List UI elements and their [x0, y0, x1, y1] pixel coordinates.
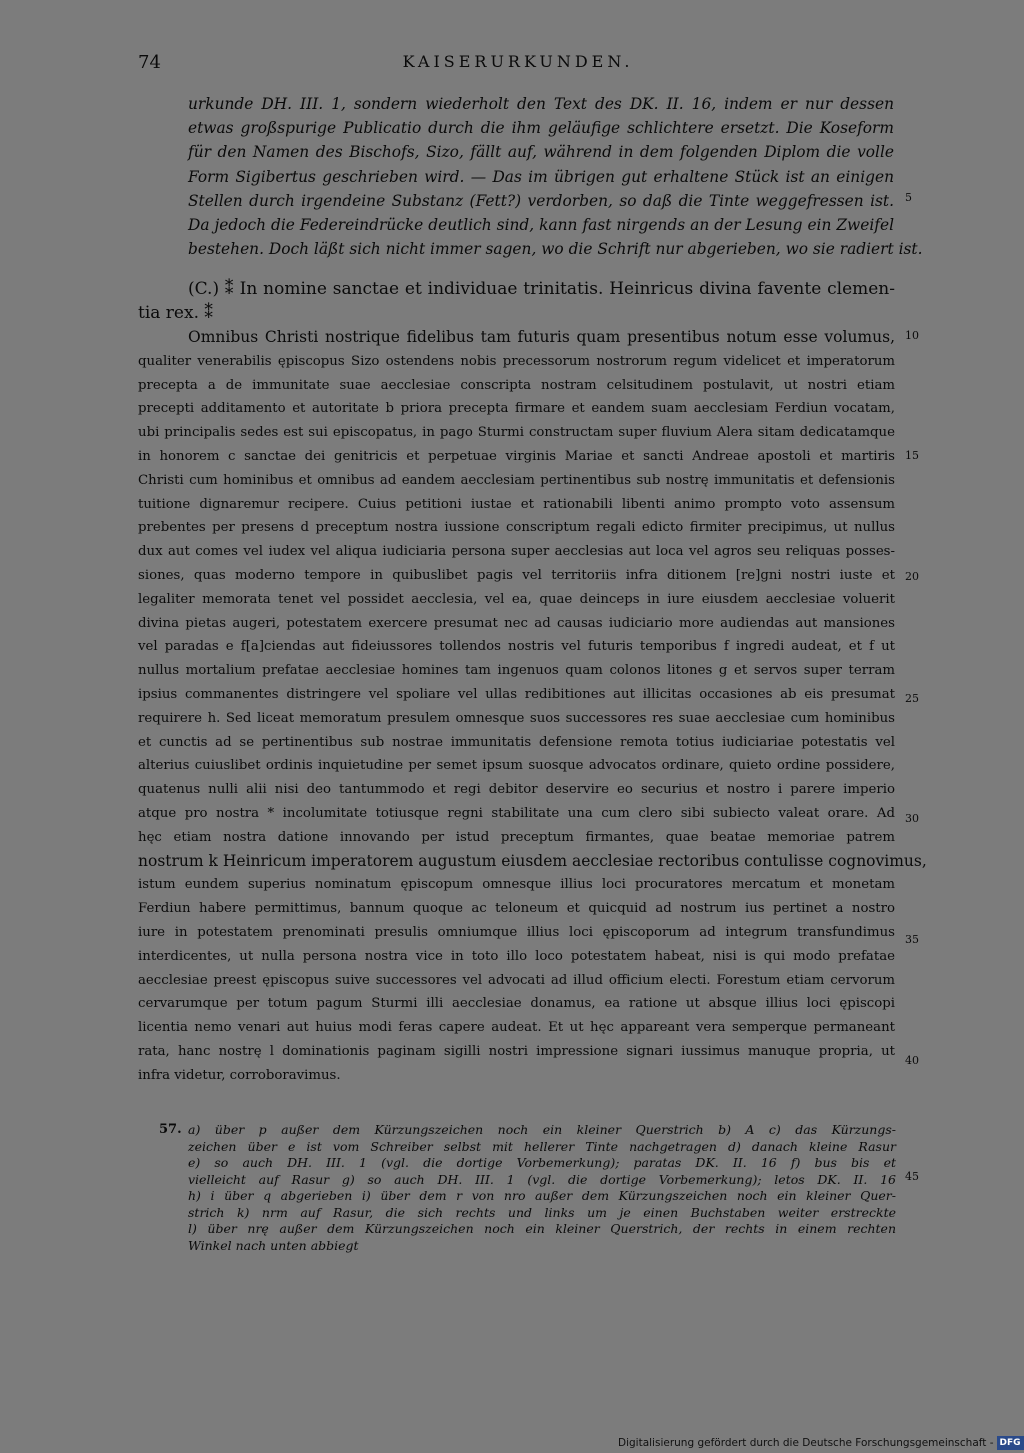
- text-line: Christi cum hominibus et omnibus ad eandem aecclesiam pertinentibus sub nostrę immunitatis et defensionis: [138, 472, 895, 488]
- text-line: precepti additamento et autoritate b priora precepta firmare et eandem suam aecclesiam Ferdiun vocatam,: [138, 401, 895, 417]
- text-line: istum eundem superius nominatum ępiscopum omnesque illius loci procuratores mercatum et monetam: [138, 877, 895, 893]
- text-line: precepta a de immunitate suae aecclesiae conscripta nostram celsitudinem postulavit, ut nostri etiam: [138, 377, 895, 393]
- text-line: cervarumque per totum pagum Sturmi illi aecclesiae donamus, ea ratione ut absque illius loci ępiscopi: [138, 996, 895, 1012]
- text-line: prebentes per presens d preceptum nostra iussione conscriptum regali edicto firmiter precipimus, ut nullus: [138, 520, 895, 536]
- dfg-logo: DFG: [997, 1436, 1024, 1450]
- footnote-line: h) i über q abgerieben i) über dem r von nro außer dem Kürzungszeichen noch ein kleiner Quer-: [188, 1188, 896, 1203]
- line-number: 25: [905, 692, 919, 705]
- footnote-line: e) so auch DH. III. 1 (vgl. die dortige Vorbemerkung); paratas DK. II. 16 f) bus bis et: [188, 1155, 896, 1170]
- footnotes: [159, 1122, 896, 1254]
- intro-line: Stellen durch irgendeine Substanz (Fett?) verdorben, so daß die Tinte weggefressen ist.: [188, 191, 894, 210]
- funding-text: Digitalisierung gefördert durch die Deutsche Forschungsgemeinschaft -: [618, 1437, 994, 1449]
- prefatory-remark: [188, 92, 923, 261]
- line-number: 45: [905, 1170, 919, 1183]
- footnote-line: Winkel nach unten abbiegt: [188, 1237, 359, 1253]
- footnote-line: zeichen über e ist vom Schreiber selbst mit hellerer Tinte nachgetragen d) danach kleine Rasur: [188, 1138, 896, 1154]
- page-header: [138, 52, 898, 78]
- text-line: nostrum k Heinricum imperatorem augustum eiusdem aecclesiae rectoribus contulisse cognovimus,: [138, 851, 927, 870]
- invocation: [138, 277, 895, 325]
- line-number: 40: [905, 1054, 919, 1067]
- text-line: quatenus nulli alii nisi deo tantummodo et regi debitor deservire eo securius et nostro i parere imperio: [138, 782, 895, 798]
- text-line: requirere h. Sed liceat memoratum presulem omnesque suos successores res suae aecclesiae cum hominibus: [138, 710, 895, 726]
- text-line: Ferdiun habere permittimus, bannum quoque ac teloneum et quicquid ad nostrum ius pertinet a nostro: [138, 901, 895, 917]
- invocation-line: tia rex. ⁑: [138, 303, 213, 323]
- footnote-line: strich k) nrm auf Rasur, die sich rechts und links um je einen Buchstaben weiter erstreckte: [188, 1204, 896, 1220]
- text-line: divina pietas augeri, potestatem exercere presumat nec ad causas iudiciario more audiendas aut mansiones: [138, 615, 895, 631]
- running-head: KAISERURKUNDEN.: [402, 52, 634, 71]
- text-line: in honorem c sanctae dei genitricis et perpetuae virginis Mariae et sancti Andreae apostoli et martiris: [138, 448, 895, 464]
- intro-line: urkunde DH. III. 1, sondern wiederholt den Text des DK. II. 16, indem er nur dessen: [188, 95, 894, 113]
- footnote-number: 57.: [159, 1122, 182, 1137]
- text-line: qualiter venerabilis ępiscopus Sizo ostendens nobis precessorum nostrorum regum videlicet et imperatorum: [138, 353, 895, 369]
- text-line: ipsius commanentes distringere vel spoliare vel ullas redibitiones aut illicitas occasiones ab eis presumat: [138, 686, 895, 702]
- line-number: 5: [905, 191, 912, 204]
- text-line: legaliter memorata tenet vel possidet aecclesia, vel ea, quae deinceps in iure eiusdem aecclesiae voluerit: [138, 591, 895, 607]
- text-line: alterius cuiuslibet ordinis inquietudine per semet ipsum suosque advocatos ordinare, quieto ordine possidere,: [138, 758, 895, 774]
- text-line: et cunctis ad se pertinentibus sub nostrae immunitatis defensione remota totius iudiciariae potestatis vel: [138, 734, 895, 750]
- text-line: Omnibus Christi nostrique fidelibus tam futuris quam presentibus notum esse volumus,: [188, 328, 895, 346]
- line-number: 35: [905, 933, 919, 946]
- text-line: licentia nemo venari aut huius modi feras capere audeat. Et ut hęc appareant vera semperque permaneant: [138, 1020, 895, 1036]
- intro-line: Form Sigibertus geschrieben wird. — Das im übrigen gut erhaltene Stück ist an einigen: [188, 167, 894, 186]
- intro-line: bestehen. Doch läßt sich nicht immer sagen, wo die Schrift nur abgerieben, wo sie radiert ist.: [188, 240, 923, 259]
- invocation-line: (C.) ⁑ In nomine sanctae et individuae trinitatis. Heinricus divina favente clemen-: [188, 279, 895, 299]
- footnote-line: l) über nrę außer dem Kürzungszeichen noch ein kleiner Querstrich, der rechts in einem rechten: [188, 1221, 896, 1236]
- text-line: siones, quas moderno tempore in quibuslibet pagis vel territoriis infra ditionem [re]gni nostri iuste et: [138, 567, 895, 583]
- line-number: 30: [905, 812, 919, 825]
- text-line: nullus mortalium prefatae aecclesiae homines tam ingenuos quam colonos litones g et servos super terram: [138, 663, 895, 679]
- intro-line: Da jedoch die Federeindrücke deutlich sind, kann fast nirgends an der Lesung ein Zweifel: [188, 215, 894, 234]
- text-line: aecclesiae preest ępiscopus suive successores vel advocati ad illud officium electi. Forestum etiam cervorum: [138, 972, 895, 988]
- text-line: infra videtur, corroboravimus.: [138, 1067, 341, 1083]
- text-line: vel paradas e f[a]ciendas aut fideiussores tollendos nostris vel futuris temporibus f ingredi audeat, et f ut: [138, 639, 895, 655]
- text-line: interdicentes, ut nulla persona nostra vice in toto illo loco potestatem habeat, nisi is qui modo prefatae: [138, 948, 895, 964]
- line-number: 15: [905, 449, 919, 462]
- text-line: tuitione dignaremur recipere. Cuius petitioni iustae et rationabili libenti animo prompto voto assensum: [138, 496, 895, 512]
- line-number: 20: [905, 570, 919, 583]
- intro-line: etwas großspurige Publicatio durch die ihm geläufige schlichtere ersetzt. Die Koseform: [188, 119, 894, 138]
- text-line: hęc etiam nostra datione innovando per istud preceptum firmantes, quae beatae memoriae patrem: [138, 829, 895, 845]
- text-line: atque pro nostra * incolumitate totiusque regni stabilitate una cum clero sibi subiecto valeat orare. Ad: [138, 805, 895, 821]
- page-number: 74: [138, 52, 161, 73]
- footnote-line: a) über p außer dem Kürzungszeichen noch ein kleiner Querstrich b) A c) das Kürzungs-: [188, 1122, 896, 1137]
- text-line: dux aut comes vel iudex vel aliqua iudiciaria persona super aecclesias aut loca vel agros seu reliquas posses-: [138, 544, 895, 560]
- text-line: rata, hanc nostrę l dominationis paginam sigilli nostri impressione signari iussimus manuque propria, ut: [138, 1043, 895, 1059]
- funding-banner: [618, 1436, 1024, 1450]
- intro-line: für den Namen des Bischofs, Sizo, fällt auf, während in dem folgenden Diplom die volle: [188, 143, 894, 162]
- line-number: 10: [905, 329, 919, 342]
- text-line: iure in potestatem prenominati presulis omniumque illius loci ępiscoporum ad integrum transfundimus: [138, 924, 895, 940]
- footnote-line: vielleicht auf Rasur g) so auch DH. III. 1 (vgl. die dortige Vorbemerkung); letos DK. II. 16: [188, 1171, 896, 1187]
- text-line: ubi principalis sedes est sui episcopatus, in pago Sturmi constructam super fluvium Alera sitam dedicatamque: [138, 425, 895, 441]
